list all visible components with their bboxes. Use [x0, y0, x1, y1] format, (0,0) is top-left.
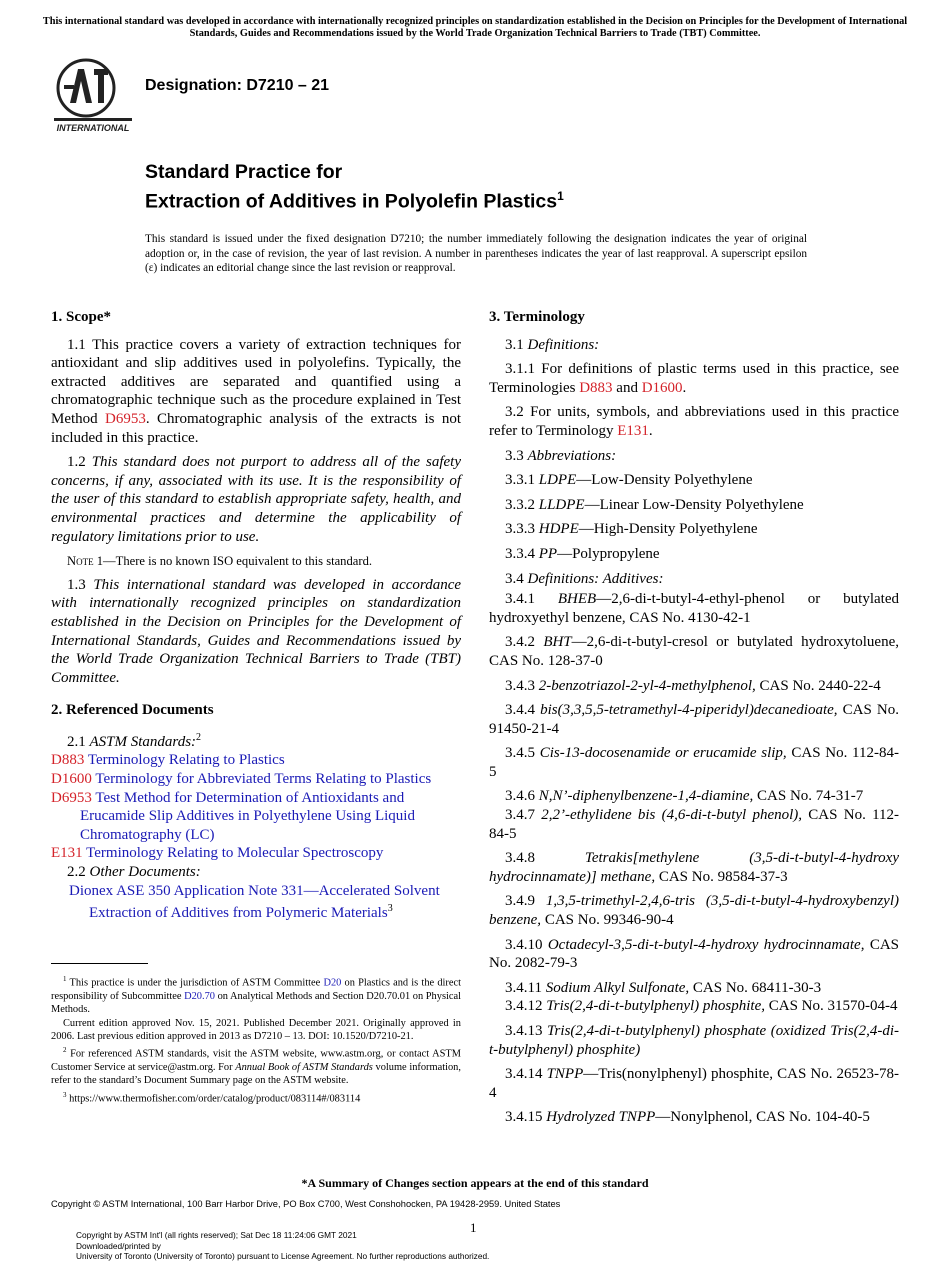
additive-term: Sodium Alkyl Sulfonate,: [545, 979, 690, 996]
term-3-4: [489, 570, 899, 589]
additive-item: [489, 633, 899, 670]
abbr-item: [489, 496, 899, 515]
ref-code-link[interactable]: D883: [51, 752, 85, 769]
footnotes: [51, 973, 461, 1106]
standards-banner: This international standard was developed in accordance with internationally recognized principles on standardization established in the Decision on Principles for the Development of International Standards, Guides and Recommendations issued by the World Trade Organization Technical Barriers to Trade (TBT) Committee.: [42, 16, 908, 39]
download-line-3: University of Toronto (University of Toronto) pursuant to License Agreement. No further reproductions authorized.: [76, 1251, 490, 1261]
designation: Designation: D7210 – 21: [145, 77, 330, 94]
additive-term: TNPP: [546, 1066, 584, 1083]
term-311-end: .: [682, 379, 687, 396]
additive-term: Hydrolyzed TNPP: [546, 1109, 656, 1126]
refdocs-2-2: [51, 863, 461, 882]
additive-num: 3.4.9: [505, 893, 546, 910]
title-text: Extraction of Additives in Polyolefin Plastics: [145, 190, 558, 213]
footnote-1: [51, 973, 461, 1016]
additive-def: CAS No. 2440-22-4: [755, 677, 881, 694]
additive-num: 3.4.4: [505, 702, 541, 719]
additive-num: 3.4.6: [505, 788, 539, 805]
additive-num: 3.4.15: [505, 1109, 547, 1126]
footnote-edition: Current edition approved Nov. 15, 2021. Published December 2021. Originally approved in 2006. Last previous edition approved in 2013 as D7210 – 13. DOI: 10.1520/D7210-21.: [51, 1018, 461, 1043]
ref-code-link[interactable]: D6953: [51, 789, 92, 806]
additive-term: Tris(2,4-di-t-butylphenyl) phosphite,: [546, 998, 765, 1015]
term-3-1: [489, 336, 899, 355]
other-doc-link[interactable]: Dionex ASE 350 Application Note 331—Accelerated Solvent Extraction of Additives from Polymeric Materials: [69, 882, 440, 922]
page-number: 1: [470, 1220, 477, 1235]
title-line-2: [145, 184, 564, 214]
title-footnote-marker: 1: [557, 189, 564, 203]
abbr-term: LDPE: [538, 472, 577, 489]
ref-item: [51, 844, 461, 863]
fn1-text-b: on Plastics and is the direct responsibility of Subcommittee: [51, 977, 461, 1002]
additive-num: 3.4.5: [505, 745, 540, 762]
scope-p3-num: 1.3: [67, 576, 94, 593]
additive-def: —2,6-di-t-butyl-cresol or butylated hydroxytoluene, CAS No. 128-37-0: [489, 634, 899, 669]
additive-item: [489, 677, 899, 696]
additive-term: bis(3,3,5,5-tetramethyl-4-piperidyl)decanedioate,: [540, 702, 838, 719]
right-column: [489, 300, 899, 1133]
additive-num: 3.4.8: [505, 850, 585, 867]
additive-term: BHEB: [557, 591, 597, 608]
additive-num: 3.4.7: [505, 807, 542, 824]
ref-code-link[interactable]: D1600: [51, 771, 92, 788]
link-d6953[interactable]: D6953: [105, 410, 146, 427]
astm-logo: [50, 55, 136, 135]
abbr-item: [489, 471, 899, 490]
scope-heading: 1. Scope*: [51, 309, 111, 325]
additive-def: CAS No. 112-84-5: [489, 745, 899, 780]
footnote-3: [51, 1089, 461, 1106]
scope-para-1: [51, 336, 461, 448]
additive-item: [489, 701, 899, 738]
note-label: Note: [67, 554, 94, 569]
additive-num: 3.4.12: [505, 998, 547, 1015]
note-1: [51, 552, 461, 571]
scope-p1-text: 1.1 This practice covers a variety of extraction techniques for antioxidant and slip additives used in polyolefins. Typically, the extracted additives are separated and quantified using a chromatographic technique such as the procedure explained in Test Method: [51, 336, 461, 427]
additive-term: 1,3,5-trimethyl-2,4,6-tris (3,5-di-t-butyl-4-hydroxybenzyl) benzene,: [489, 893, 899, 929]
additive-def: CAS No. 74-31-7: [753, 788, 864, 805]
additive-item: [489, 744, 899, 781]
additive-item: [489, 1108, 899, 1127]
refdocs-21-num: 2.1: [67, 733, 90, 750]
left-column: [51, 300, 461, 923]
fn1-text-a: This practice is under the jurisdiction of ASTM Committee: [66, 977, 324, 989]
abbr-term: PP: [538, 545, 558, 562]
link-d20-70[interactable]: D20.70: [184, 990, 215, 1002]
term-3-2: [489, 403, 899, 440]
abbr-num: 3.3.3: [505, 521, 539, 538]
additive-item: [489, 849, 899, 886]
other-doc-sup: 3: [387, 903, 393, 915]
document-title: [145, 160, 564, 214]
fn1-text-c: on Analytical Methods and Section D20.70.01 on Physical Methods.: [51, 990, 461, 1015]
scope-p3-text: This international standard was developed in accordance with internationally recognized principles on standardization established in the Decision on Principles for the Development of International Standards, Guides and Recommendations issued by the World Trade Organization Technical Barriers to Trade (TBT) Committee.: [51, 576, 462, 686]
additive-term: Octadecyl-3,5-di-t-butyl-4-hydroxy hydrocinnamate,: [547, 936, 865, 953]
additive-def: —2,6-di-t-butyl-4-ethyl-phenol or butylated hydroxyethyl benzene, CAS No. 4130-42-1: [489, 591, 900, 626]
link-d883[interactable]: D883: [579, 379, 613, 396]
fn2-text-a: For referenced ASTM standards, visit the ASTM website, www.astm.org, or contact ASTM Customer Service at service@astm.org. For: [51, 1048, 461, 1074]
term-3-1-1: [489, 360, 899, 397]
additive-term: N,N’-diphenylbenzene-1,4-diamine,: [538, 788, 754, 805]
additive-item: [489, 997, 899, 1016]
additive-term: Cis-13-docosenamide or erucamide slip,: [539, 745, 787, 762]
ref-title-link[interactable]: Terminology for Abbreviated Terms Relating to Plastics: [95, 771, 432, 788]
summary-notice: *A Summary of Changes section appears at the end of this standard: [301, 1176, 649, 1190]
additive-item: [489, 787, 899, 806]
fn3-text: https://www.thermofisher.com/order/catalog/product/083114#/083114: [66, 1093, 361, 1105]
download-line-2: Downloaded/printed by: [76, 1240, 161, 1251]
link-d20[interactable]: D20: [323, 977, 342, 989]
additive-term: 2,2’-ethylidene bis (4,6-di-t-butyl phenol),: [541, 807, 803, 824]
logo-text: INTERNATIONAL: [56, 123, 130, 133]
additive-def: CAS No. 98584-37-3: [655, 868, 788, 885]
refdocs-heading: 2. Referenced Documents: [51, 702, 214, 719]
term-311-and: and: [612, 379, 642, 396]
additive-term: Tetrakis[methylene (3,5-di-t-butyl-4-hydroxy hydrocinnamate)] methane,: [489, 850, 900, 885]
issued-statement: This standard is issued under the fixed designation D7210; the number immediately following the designation indicates the year of original adoption or, in the case of revision, the year of last revision. A number in parentheses indicates the year of last reapproval. A superscript epsilon (ε) indicates an editorial change since the last revision or reapproval.: [145, 233, 807, 274]
additive-num: 3.4.3: [505, 677, 539, 694]
scope-p2-text: This standard does not purport to address all of the safety concerns, if any, associated with its use. It is the responsibility of the user of this standard to establish appropriate safety, health, and environmental practices and determine the applicability of regulatory limitations prior to use.: [51, 454, 462, 545]
refdocs-21-sup: 2: [196, 731, 202, 743]
fn1-marker: 1: [63, 975, 67, 983]
ref-item: [51, 751, 461, 770]
term-31-text: Definitions:: [527, 336, 600, 353]
additive-num: 3.4.13: [505, 1023, 548, 1039]
ref-item: [51, 770, 461, 789]
ref-item: [51, 789, 461, 845]
terminology-heading: 3. Terminology: [489, 309, 585, 325]
fn2-text-b: volume information, refer to the standard’s Document Summary page on the ASTM website.: [51, 1062, 461, 1087]
fn3-marker: 3: [63, 1090, 67, 1099]
download-line-1: Copyright by ASTM Int'l (all rights reserved); Sat Dec 18 11:24:06 GMT 2021: [76, 1230, 357, 1240]
abbr-term: HDPE: [538, 521, 579, 538]
additive-item: [489, 1022, 899, 1059]
additive-num: 3.4.11: [505, 979, 546, 996]
term-32-end: .: [648, 422, 653, 439]
term-33-text: Abbreviations:: [527, 447, 617, 464]
refdocs-2-1: [51, 729, 461, 752]
additive-item: [489, 892, 899, 929]
additive-item: [489, 936, 899, 973]
fn2-italic: Annual Book of ASTM Standards: [235, 1062, 373, 1074]
additive-num: 3.4.1: [505, 591, 558, 608]
additive-num: 3.4.10: [505, 936, 548, 953]
abbr-item: [489, 545, 899, 564]
additive-def: CAS No. 112-84-5: [489, 807, 900, 842]
additive-item: [489, 1065, 899, 1102]
term-33-num: 3.3: [505, 447, 528, 464]
scope-para-2: [51, 453, 461, 546]
abbr-def: —Linear Low-Density Polyethylene: [584, 496, 804, 513]
additive-term: Tris(2,4-di-t-butylphenyl) phosphate (oxidized Tris(2,4-di-t-butylphenyl) phosphite): [489, 1023, 899, 1058]
title-line-1: Standard Practice for: [145, 161, 343, 183]
refdocs-21-text: ASTM Standards:: [89, 733, 197, 750]
ref-title-link[interactable]: Terminology Relating to Plastics: [87, 752, 285, 769]
link-e131[interactable]: E131: [617, 422, 649, 439]
abbr-def: —High-Density Polyethylene: [578, 521, 758, 538]
ref-title-link[interactable]: Test Method for Determination of Antioxidants and Erucamide Slip Additives in Polyethylene Using Liquid Chromatography (LC): [80, 789, 415, 843]
additive-item: [489, 806, 899, 843]
term-31-num: 3.1: [505, 336, 528, 353]
refdocs-22-num: 2.2: [67, 864, 90, 881]
ref-title-link[interactable]: Terminology Relating to Molecular Spectroscopy: [86, 845, 384, 862]
term-3-3: [489, 447, 899, 466]
scope-p2-num: 1.2: [67, 454, 92, 471]
abbr-item: [489, 520, 899, 539]
additive-num: 3.4.2: [505, 634, 544, 651]
abbr-num: 3.3.1: [505, 472, 539, 489]
additive-term: BHT: [543, 634, 572, 651]
scope-para-3: [51, 576, 461, 688]
term-32-text: 3.2 For units, symbols, and abbreviations used in this practice refer to Terminology: [489, 404, 899, 439]
abbr-term: LLDPE: [538, 496, 585, 513]
footnote-2: [51, 1044, 461, 1087]
term-34-text: Definitions: Additives:: [527, 570, 664, 587]
abbr-num: 3.3.2: [505, 496, 539, 513]
copyright-line: Copyright © ASTM International, 100 Barr Harbor Drive, PO Box C700, West Conshohocken, PA 19428-2959. United States: [51, 1199, 561, 1209]
term-311-text: 3.1.1 For definitions of plastic terms used in this practice, see Terminologies: [489, 361, 899, 396]
additive-def: CAS No. 91450-21-4: [489, 702, 900, 737]
fn2-marker: 2: [63, 1046, 67, 1055]
note-text: 1—There is no known ISO equivalent to this standard.: [93, 554, 373, 569]
additive-def: —Tris(nonylphenyl) phosphite, CAS No. 26523-78-4: [489, 1066, 900, 1101]
refdocs-22-text: Other Documents:: [89, 864, 201, 881]
term-34-num: 3.4: [505, 570, 528, 587]
scope-p1-end: . Chromatographic analysis of the extracts is not included in this practice.: [51, 410, 461, 446]
additive-def: CAS No. 2082-79-3: [489, 936, 899, 972]
abbr-def: —Polypropylene: [557, 545, 660, 562]
additive-def: —Nonylphenol, CAS No. 104-40-5: [655, 1109, 870, 1126]
additive-item: [489, 590, 899, 627]
additive-def: CAS No. 31570-04-4: [764, 998, 898, 1015]
additive-def: CAS No. 68411-30-3: [689, 979, 822, 996]
download-notice: [76, 1230, 489, 1262]
link-d1600[interactable]: D1600: [641, 379, 683, 396]
additive-term: 2-benzotriazol-2-yl-4-methylphenol,: [538, 677, 756, 694]
footnote-rule: [51, 963, 148, 964]
additive-item: [489, 979, 899, 998]
other-doc: [51, 882, 461, 923]
additive-num: 3.4.14: [505, 1066, 547, 1083]
abbr-def: —Low-Density Polyethylene: [576, 472, 753, 489]
abbr-num: 3.3.4: [505, 545, 539, 562]
ref-code-link[interactable]: E131: [51, 845, 83, 862]
additive-def: CAS No. 99346-90-4: [541, 912, 674, 929]
